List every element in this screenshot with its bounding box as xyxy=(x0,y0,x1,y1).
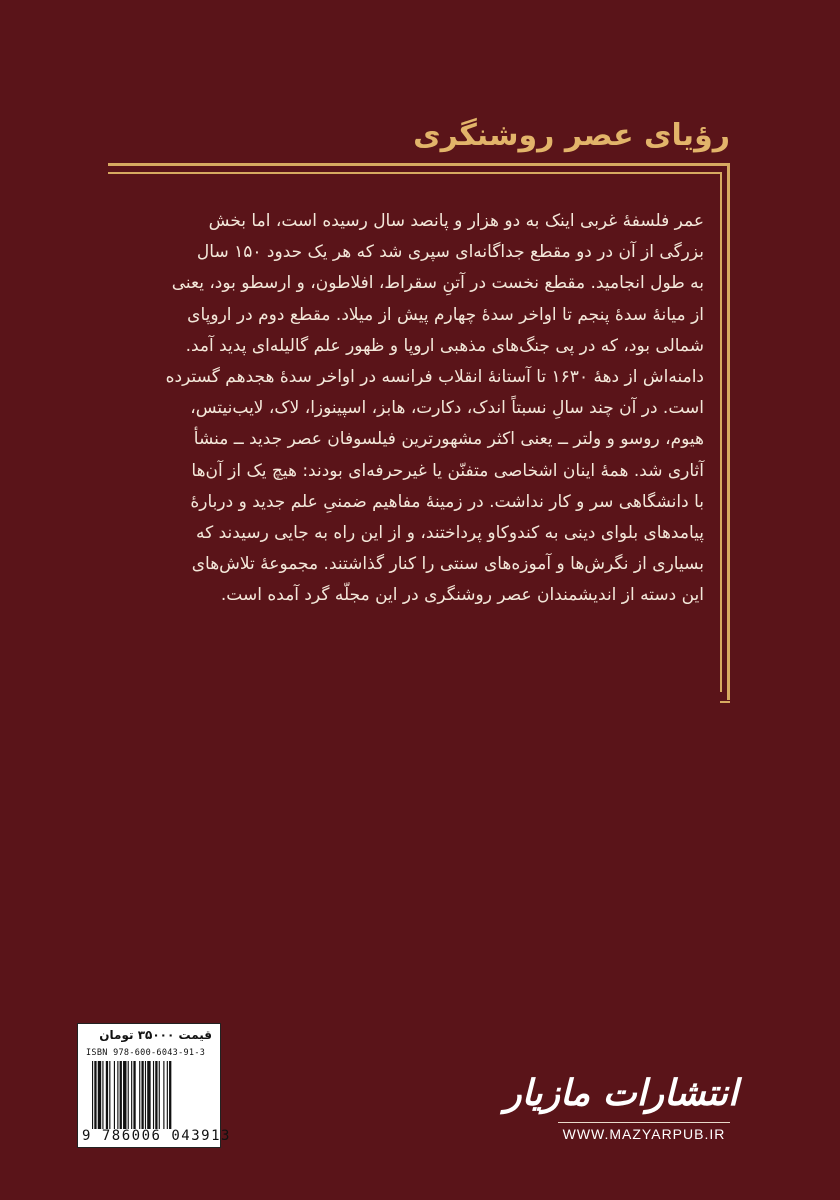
blurb-line: است. در آن چند سالِ نسبتاً اندک، دکارت، هابز، اسپینوزا، لاک، لایب‌نیتس، xyxy=(190,398,704,419)
publisher-divider xyxy=(558,1122,730,1123)
price-barcode-box xyxy=(77,1023,231,1148)
publisher-website: WWW.MAZYARPUB.IR xyxy=(562,1126,726,1142)
blurb-line: آثاری شد. همهٔ اینان اشخاصی متفنّن یا غیرحرفه‌ای بودند: هیچ یک از آن‌ها xyxy=(191,460,704,481)
gold-frame-end xyxy=(720,697,730,703)
blurb-text xyxy=(108,206,704,612)
blurb-line: شمالی بود، که در پی جنگ‌های مذهبی اروپا و ظهور علم گالیله‌ای پدید آمد. xyxy=(185,335,704,356)
barcode-image xyxy=(92,1061,212,1129)
blurb-line: این دسته از اندیشمندان عصر روشنگری در این مجلّه گرد آمده است. xyxy=(220,585,704,606)
blurb-line: از میانهٔ سدهٔ پنجم تا اواخر سدهٔ چهارم پیش از میلاد. مقطع دوم در اروپای xyxy=(187,304,704,325)
blurb-line: بسیاری از نگرش‌ها و آموزه‌های سنتی را کنار گذاشتند. مجموعهٔ تلاش‌های xyxy=(191,554,704,575)
blurb-line: بزرگی از آن در دو مقطع جداگانه‌ای سپری شد که هر یک حدود ۱۵۰ سال xyxy=(196,242,704,263)
publisher-logo: انتشارات مازیار xyxy=(504,1072,738,1114)
barcode-digits: 9 786006 043913 xyxy=(82,1128,231,1144)
blurb-line: هیوم، روسو و ولتر ــ یعنی اکثر مشهورترین فیلسوفان عصر جدید ــ منشأ xyxy=(193,429,704,450)
blurb-line: عمر فلسفهٔ غربی اینک به دو هزار و پانصد سال رسیده است، اما بخش xyxy=(208,211,704,231)
gold-frame-side-outer xyxy=(727,163,730,700)
gold-frame-top-outer xyxy=(108,163,730,166)
blurb-line: دامنه‌اش از دههٔ ۱۶۳۰ تا آستانهٔ انقلاب فرانسه در اواخر سدهٔ هجدهم گسترده xyxy=(165,367,704,388)
blurb-line: با دانشگاهی سر و کار نداشت. در زمینهٔ مفاهیم ضمنیِ علم جدید و دربارهٔ xyxy=(190,491,704,512)
isbn-text: ISBN 978-600-6043-91-3 xyxy=(86,1048,206,1058)
gold-frame-top-inner xyxy=(108,172,721,174)
book-title: رؤیای عصر روشنگری xyxy=(413,118,730,153)
price-label: قیمت ۳۵۰۰۰ تومان xyxy=(99,1028,212,1042)
blurb-line: پیامدهای بلوای دینی به کندوکاو پرداختند، و از این راه به جایی رسیدند که xyxy=(196,523,704,544)
blurb-line: به طول انجامید. مقطع نخست در آتنِ سقراط، افلاطون، و ارسطو بود، یعنی xyxy=(171,273,704,294)
gold-frame-side-inner xyxy=(720,172,722,692)
